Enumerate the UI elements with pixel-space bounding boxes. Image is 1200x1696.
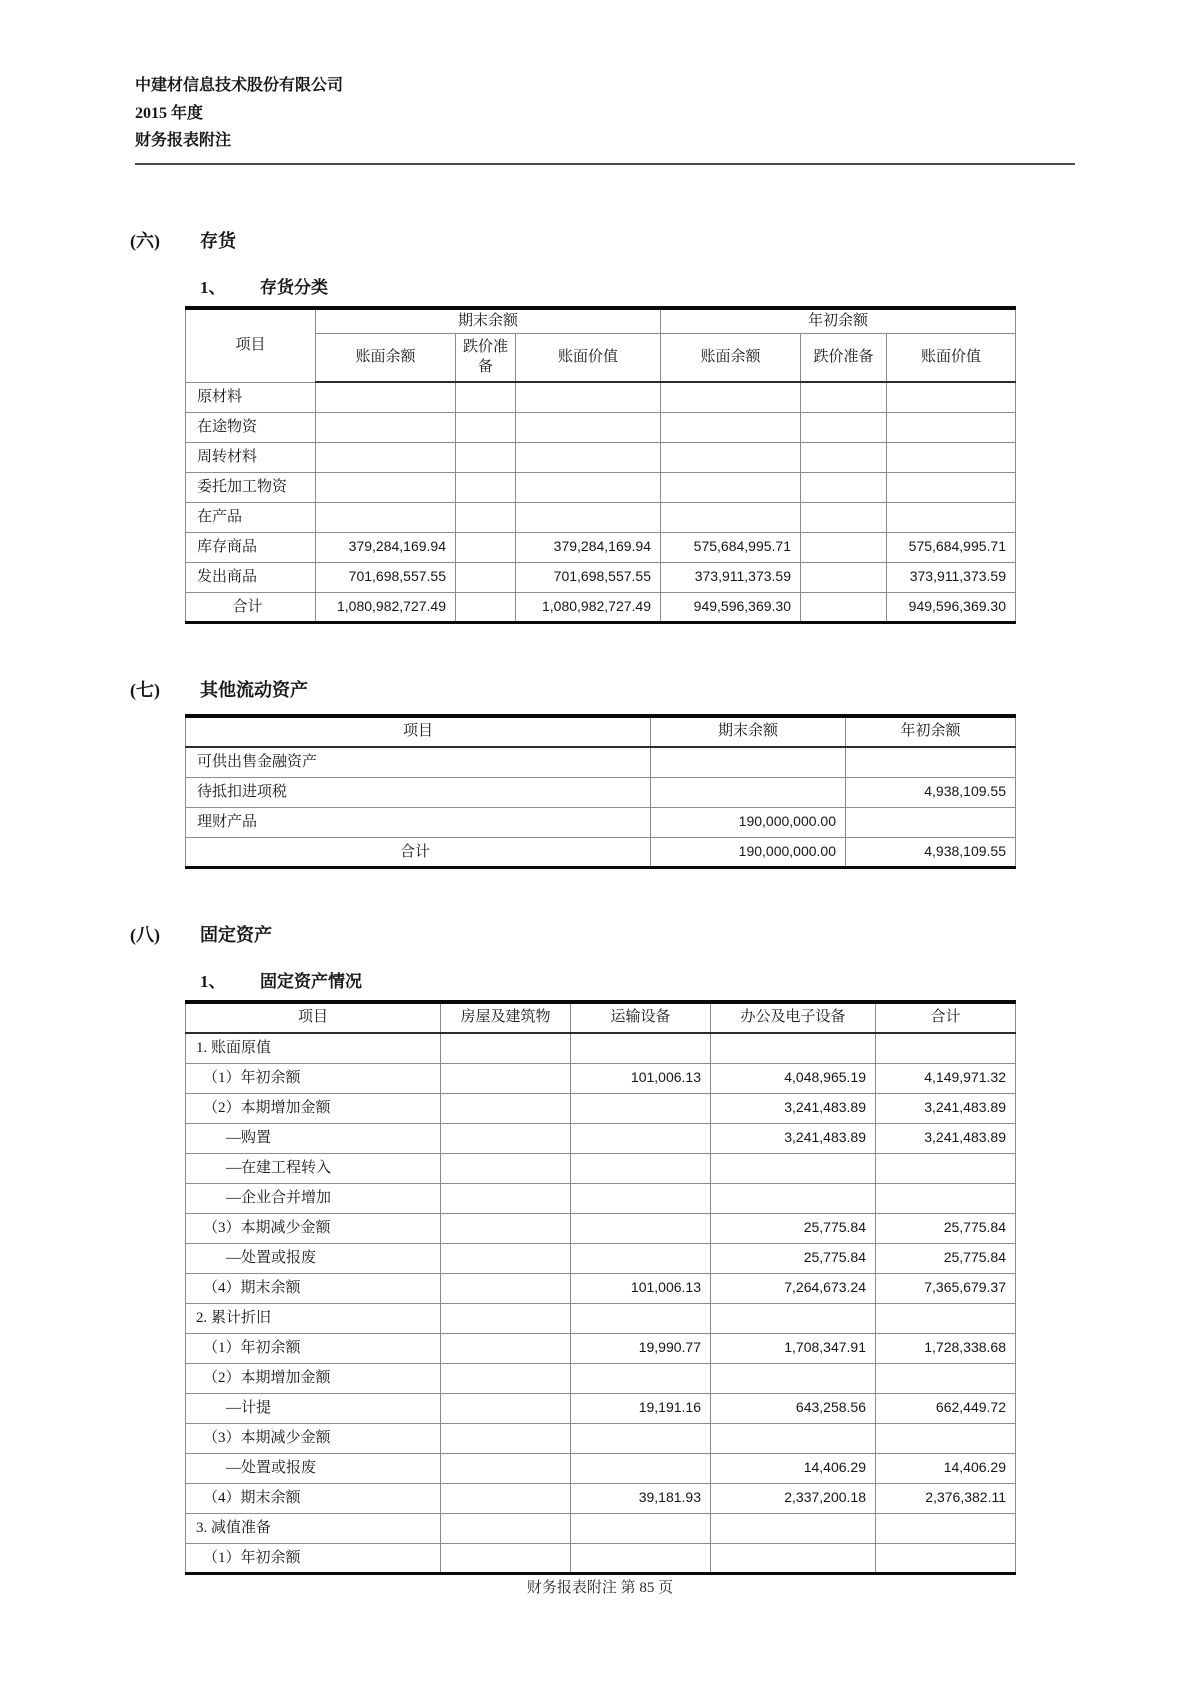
cell-value: [441, 1483, 571, 1513]
table-row: [186, 1453, 1016, 1483]
row-label: 在途物资: [186, 412, 316, 442]
table-row: [186, 1483, 1016, 1513]
cell-value: [661, 442, 801, 472]
cell-value: 4,149,971.32: [876, 1063, 1016, 1093]
cell-value: [316, 472, 456, 502]
table-row: [186, 592, 1016, 623]
table-row: [186, 562, 1016, 592]
cell-value: 949,596,369.30: [887, 592, 1016, 623]
col-header-book-value-end: 账面价值: [516, 334, 661, 383]
cell-value: [876, 1033, 1016, 1063]
cell-value: 7,264,673.24: [711, 1273, 876, 1303]
table-row: [186, 1213, 1016, 1243]
cell-value: 101,006.13: [571, 1063, 711, 1093]
cell-value: 25,775.84: [876, 1243, 1016, 1273]
doc-title: 财务报表附注: [135, 132, 232, 150]
cell-value: [876, 1543, 1016, 1574]
cell-value: [516, 442, 661, 472]
cell-value: [661, 502, 801, 532]
table-row: [186, 1333, 1016, 1363]
cell-value: [846, 807, 1016, 837]
cell-value: 3,241,483.89: [876, 1123, 1016, 1153]
cell-value: [441, 1093, 571, 1123]
cell-value: [571, 1543, 711, 1574]
cell-value: [661, 382, 801, 412]
row-label: —计提: [186, 1393, 441, 1423]
cell-value: 3,241,483.89: [876, 1093, 1016, 1123]
cell-value: 1,080,982,727.49: [516, 592, 661, 623]
row-label: （2）本期增加金额: [186, 1363, 441, 1393]
fixed-assets-table: [185, 1000, 1016, 1575]
col-header-total: 合计: [876, 1002, 1016, 1033]
col-header-buildings: 房屋及建筑物: [441, 1002, 571, 1033]
cell-value: [571, 1423, 711, 1453]
cell-value: 14,406.29: [711, 1453, 876, 1483]
cell-value: [711, 1543, 876, 1574]
row-label: —企业合并增加: [186, 1183, 441, 1213]
cell-value: [316, 442, 456, 472]
cell-value: [711, 1363, 876, 1393]
col-header-office-electronic-equipment: 办公及电子设备: [711, 1002, 876, 1033]
cell-value: [456, 562, 516, 592]
subsection-fixed-assets-heading: [200, 967, 1200, 992]
cell-value: 379,284,169.94: [516, 532, 661, 562]
cell-value: [441, 1393, 571, 1423]
col-header-impairment-end: 跌价准备: [456, 334, 516, 383]
table-row: [186, 747, 1016, 777]
table-row: [186, 1063, 1016, 1093]
cell-value: [801, 382, 887, 412]
cell-value: 4,048,965.19: [711, 1063, 876, 1093]
table-row: [186, 1363, 1016, 1393]
cell-value: [441, 1303, 571, 1333]
cell-value: [441, 1513, 571, 1543]
row-label: （2）本期增加金额: [186, 1093, 441, 1123]
inventory-table-body: [186, 382, 1016, 623]
row-label: 合计: [186, 592, 316, 623]
cell-value: [516, 472, 661, 502]
cell-value: 1,728,338.68: [876, 1333, 1016, 1363]
row-label: 原材料: [186, 382, 316, 412]
cell-value: 701,698,557.55: [516, 562, 661, 592]
cell-value: [441, 1063, 571, 1093]
cell-value: [441, 1333, 571, 1363]
cell-value: 101,006.13: [571, 1273, 711, 1303]
cell-value: 949,596,369.30: [661, 592, 801, 623]
cell-value: [571, 1033, 711, 1063]
subsection-title: 存货分类: [260, 277, 328, 297]
table-row: [186, 472, 1016, 502]
table-row: [186, 502, 1016, 532]
cell-value: [516, 382, 661, 412]
table-row: [186, 382, 1016, 412]
col-header-period-begin: 年初余额: [846, 716, 1016, 747]
cell-value: [876, 1513, 1016, 1543]
cell-value: [846, 747, 1016, 777]
group-header-row: [186, 308, 1016, 334]
row-label: 在产品: [186, 502, 316, 532]
cell-value: [711, 1303, 876, 1333]
cell-value: [661, 412, 801, 442]
cell-value: [456, 502, 516, 532]
cell-value: [711, 1153, 876, 1183]
col-header-book-balance-end: 账面余额: [316, 334, 456, 383]
cell-value: [887, 382, 1016, 412]
document-header: [135, 72, 1075, 165]
cell-value: 39,181.93: [571, 1483, 711, 1513]
table-row: [186, 1423, 1016, 1453]
cell-value: [571, 1363, 711, 1393]
cell-value: [711, 1183, 876, 1213]
table-row: [186, 442, 1016, 472]
cell-value: [441, 1363, 571, 1393]
page-footer: 财务报表附注 第 85 页: [526, 1580, 674, 1596]
cell-value: [441, 1243, 571, 1273]
other-current-table-body: [186, 747, 1016, 868]
cell-value: [711, 1423, 876, 1453]
row-label: （3）本期减少金额: [186, 1423, 441, 1453]
table-row: [186, 532, 1016, 562]
cell-value: 25,775.84: [711, 1243, 876, 1273]
cell-value: 4,938,109.55: [846, 777, 1016, 807]
col-header-book-value-begin: 账面价值: [887, 334, 1016, 383]
row-label: （1）年初余额: [186, 1543, 441, 1574]
cell-value: [441, 1453, 571, 1483]
cell-value: [441, 1273, 571, 1303]
row-label: 周转材料: [186, 442, 316, 472]
table-row: [186, 837, 1016, 868]
cell-value: [441, 1123, 571, 1153]
cell-value: [456, 472, 516, 502]
section-title: 固定资产: [200, 925, 272, 946]
table-row: [186, 1543, 1016, 1574]
col-header-item: 项目: [186, 716, 651, 747]
row-label: 委托加工物资: [186, 472, 316, 502]
table-row: [186, 777, 1016, 807]
subsection-inventory-heading: [200, 273, 1200, 298]
cell-value: [711, 1513, 876, 1543]
table-row: [186, 1273, 1016, 1303]
cell-value: [571, 1123, 711, 1153]
subsection-title: 固定资产情况: [260, 972, 362, 992]
header-row: [186, 1002, 1016, 1033]
cell-value: [571, 1153, 711, 1183]
cell-value: [876, 1363, 1016, 1393]
section-number: (七): [130, 680, 160, 701]
cell-value: [571, 1453, 711, 1483]
section-fixed-assets-heading: [130, 921, 1200, 947]
cell-value: 7,365,679.37: [876, 1273, 1016, 1303]
row-label: —在建工程转入: [186, 1153, 441, 1183]
row-label: （1）年初余额: [186, 1333, 441, 1363]
section-inventory-heading: [130, 227, 1200, 253]
cell-value: [441, 1213, 571, 1243]
row-label: 待抵扣进项税: [186, 777, 651, 807]
cell-value: 701,698,557.55: [316, 562, 456, 592]
cell-value: [801, 592, 887, 623]
cell-value: 4,938,109.55: [846, 837, 1016, 868]
col-header-item: 项目: [186, 308, 316, 383]
cell-value: [441, 1153, 571, 1183]
col-group-period-begin: 年初余额: [661, 308, 1016, 334]
cell-value: [456, 532, 516, 562]
table-row: [186, 1393, 1016, 1423]
cell-value: 1,080,982,727.49: [316, 592, 456, 623]
table-row: [186, 1153, 1016, 1183]
cell-value: [651, 747, 846, 777]
cell-value: [876, 1423, 1016, 1453]
cell-value: [456, 442, 516, 472]
cell-value: [316, 502, 456, 532]
table-row: [186, 807, 1016, 837]
table-row: [186, 1093, 1016, 1123]
cell-value: 373,911,373.59: [887, 562, 1016, 592]
row-label: 可供出售金融资产: [186, 747, 651, 777]
cell-value: 3,241,483.89: [711, 1093, 876, 1123]
col-header-transport-equipment: 运输设备: [571, 1002, 711, 1033]
subsection-number: 1、: [200, 972, 226, 992]
cell-value: [801, 502, 887, 532]
row-label: —处置或报废: [186, 1453, 441, 1483]
cell-value: 190,000,000.00: [651, 837, 846, 868]
cell-value: [801, 532, 887, 562]
cell-value: [571, 1243, 711, 1273]
other-current-table-header: [186, 716, 1016, 747]
col-header-impairment-begin: 跌价准备: [801, 334, 887, 383]
row-label: —购置: [186, 1123, 441, 1153]
cell-value: [441, 1033, 571, 1063]
cell-value: [801, 562, 887, 592]
section-number: (八): [130, 925, 160, 946]
inventory-table-header: [186, 308, 1016, 383]
cell-value: 643,258.56: [711, 1393, 876, 1423]
cell-value: [651, 777, 846, 807]
cell-value: [887, 412, 1016, 442]
company-name: 中建材信息技术股份有限公司: [135, 77, 344, 94]
cell-value: 662,449.72: [876, 1393, 1016, 1423]
cell-value: [661, 472, 801, 502]
row-label: （4）期末余额: [186, 1273, 441, 1303]
cell-value: 14,406.29: [876, 1453, 1016, 1483]
table-row: [186, 1303, 1016, 1333]
cell-value: [456, 412, 516, 442]
cell-value: [571, 1213, 711, 1243]
cell-value: [441, 1423, 571, 1453]
cell-value: [456, 592, 516, 623]
cell-value: 3,241,483.89: [711, 1123, 876, 1153]
row-label: —处置或报废: [186, 1243, 441, 1273]
fiscal-year: 2015 年度: [135, 104, 204, 122]
cell-value: [801, 442, 887, 472]
col-header-item: 项目: [186, 1002, 441, 1033]
cell-value: 2,337,200.18: [711, 1483, 876, 1513]
cell-value: 190,000,000.00: [651, 807, 846, 837]
section-number: (六): [130, 230, 160, 251]
cell-value: [571, 1093, 711, 1123]
fixed-assets-table-body: [186, 1033, 1016, 1574]
cell-value: [316, 382, 456, 412]
header-row: [186, 716, 1016, 747]
col-header-book-balance-begin: 账面余额: [661, 334, 801, 383]
cell-value: 575,684,995.71: [887, 532, 1016, 562]
row-label: 1. 账面原值: [186, 1033, 441, 1063]
cell-value: 2,376,382.11: [876, 1483, 1016, 1513]
row-label: 2. 累计折旧: [186, 1303, 441, 1333]
cell-value: 25,775.84: [711, 1213, 876, 1243]
table-row: [186, 412, 1016, 442]
cell-value: 25,775.84: [876, 1213, 1016, 1243]
cell-value: 19,191.16: [571, 1393, 711, 1423]
col-header-period-end: 期末余额: [651, 716, 846, 747]
row-label: 理财产品: [186, 807, 651, 837]
cell-value: 1,708,347.91: [711, 1333, 876, 1363]
cell-value: [876, 1153, 1016, 1183]
row-label: 库存商品: [186, 532, 316, 562]
cell-value: [516, 412, 661, 442]
cell-value: [887, 442, 1016, 472]
subsection-number: 1、: [200, 277, 226, 297]
row-label: （4）期末余额: [186, 1483, 441, 1513]
cell-value: [876, 1183, 1016, 1213]
cell-value: 575,684,995.71: [661, 532, 801, 562]
table-row: [186, 1513, 1016, 1543]
cell-value: [887, 502, 1016, 532]
cell-value: [571, 1183, 711, 1213]
cell-value: [801, 412, 887, 442]
cell-value: [711, 1033, 876, 1063]
table-row: [186, 1243, 1016, 1273]
col-group-period-end: 期末余额: [316, 308, 661, 334]
cell-value: [571, 1303, 711, 1333]
section-title: 其他流动资产: [200, 680, 308, 701]
cell-value: [456, 382, 516, 412]
cell-value: 379,284,169.94: [316, 532, 456, 562]
row-label: （3）本期减少金额: [186, 1213, 441, 1243]
section-title: 存货: [200, 230, 236, 251]
fixed-assets-table-header: [186, 1002, 1016, 1033]
row-label: 发出商品: [186, 562, 316, 592]
other-current-assets-table: [185, 714, 1016, 869]
cell-value: 373,911,373.59: [661, 562, 801, 592]
cell-value: [441, 1183, 571, 1213]
cell-value: [516, 502, 661, 532]
inventory-table: [185, 306, 1016, 625]
cell-value: [571, 1513, 711, 1543]
row-label: 3. 减值准备: [186, 1513, 441, 1543]
row-label: （1）年初余额: [186, 1063, 441, 1093]
table-row: [186, 1033, 1016, 1063]
table-row: [186, 1183, 1016, 1213]
cell-value: [441, 1543, 571, 1574]
cell-value: [887, 472, 1016, 502]
row-label: 合计: [186, 837, 651, 868]
cell-value: [316, 412, 456, 442]
cell-value: [801, 472, 887, 502]
cell-value: 19,990.77: [571, 1333, 711, 1363]
section-other-current-heading: [130, 676, 1200, 702]
cell-value: [876, 1303, 1016, 1333]
table-row: [186, 1123, 1016, 1153]
